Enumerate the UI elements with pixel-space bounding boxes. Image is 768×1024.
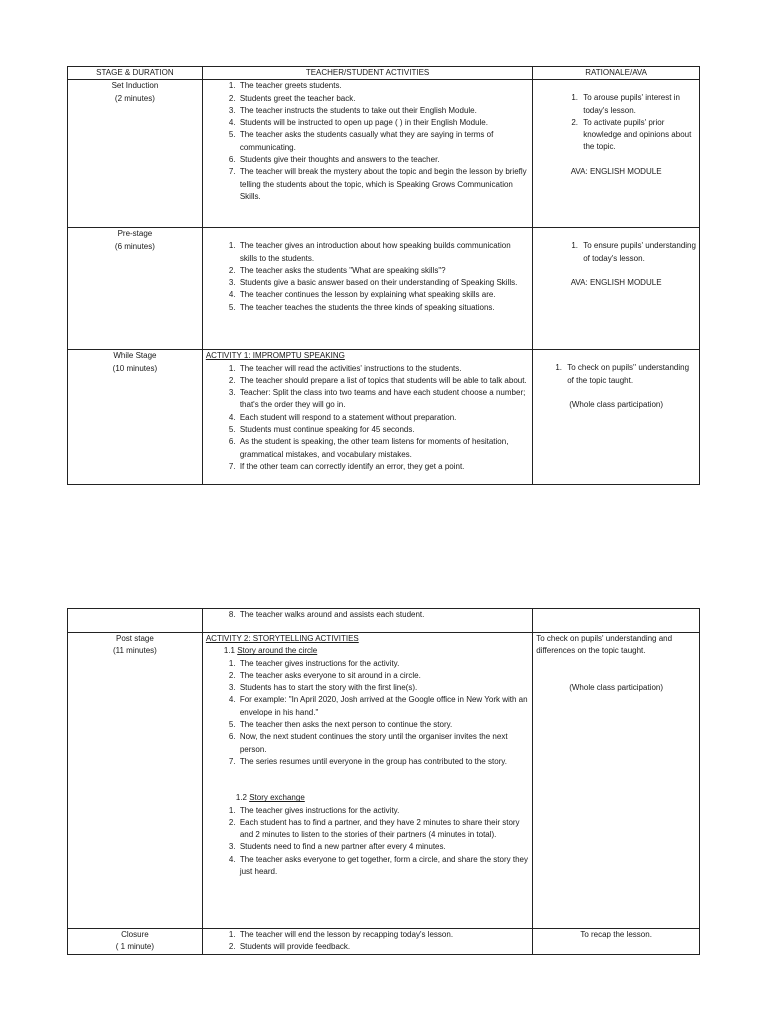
row-while-stage-continued xyxy=(68,609,700,633)
activities-cell xyxy=(202,929,532,955)
list-item: 4. The teacher asks everyone to get together, form a circle, and share the story they just heard. xyxy=(238,854,529,879)
list-item: 1. The teacher will read the activities' instructions to the students. xyxy=(238,363,529,375)
participation-label: (Whole class participation) xyxy=(569,399,664,409)
list-item: 6. As the student is speaking, the other team listens for moments of hesitation, grammatical mistakes, and vocabulary mistakes. xyxy=(238,436,529,461)
list-item: 6. Now, the next student continues the story until the organiser invites the next person. xyxy=(238,731,529,756)
header-activities: TEACHER/STUDENT ACTIVITIES xyxy=(202,67,532,80)
list-item: 5. The teacher then asks the next person to continue the story. xyxy=(238,719,529,731)
rationale-cell xyxy=(533,633,700,929)
list-item: 2. Students greet the teacher back. xyxy=(238,93,529,105)
rationale-cell xyxy=(533,609,700,633)
list-item: 7. The series resumes until everyone in the group has contributed to the story. xyxy=(238,756,529,768)
list-item: 3. Students has to start the story with the first line(s). xyxy=(238,682,529,694)
activities-cell xyxy=(202,228,532,350)
subheading-number: 1.1 xyxy=(223,646,235,656)
list-item: 6. Students give their thoughts and answers to the teacher. xyxy=(238,154,529,166)
activities-list xyxy=(206,609,529,621)
activities-list xyxy=(206,363,529,474)
table-header-row xyxy=(68,67,700,80)
list-item: 5. The teacher teaches the students the three kinds of speaking situations. xyxy=(238,302,529,314)
list-item: 2. Students will provide feedback. xyxy=(238,941,529,953)
stage-name: Closure xyxy=(121,930,149,939)
list-item: 1. The teacher gives instructions for the activity. xyxy=(238,805,529,817)
list-item: 5. The teacher asks the students casually what they are saying in terms of communicating. xyxy=(238,129,529,154)
list-item: 7. The teacher will break the mystery about the topic and begin the lesson by briefly telling the students about the topic, which is Speaking Grows Communication Skills. xyxy=(238,166,529,203)
list-item: 3. Students need to find a new partner after every 4 minutes. xyxy=(238,841,529,853)
row-while-stage xyxy=(68,350,700,485)
list-item: 2. The teacher should prepare a list of topics that students will be able to talk about. xyxy=(238,375,529,387)
subheading-story-around-circle xyxy=(206,645,529,657)
rationale-cell xyxy=(533,80,700,228)
row-post-stage xyxy=(68,633,700,929)
list-item: 2. The teacher asks the students "What are speaking skills"? xyxy=(238,265,529,277)
stage-name: While Stage xyxy=(113,351,157,361)
activities-cell xyxy=(202,609,532,633)
row-closure xyxy=(68,929,700,955)
activity-title: ACTIVITY 2: STORYTELLING ACTIVITIES xyxy=(205,634,359,643)
stage-cell xyxy=(68,80,203,228)
row-set-induction xyxy=(68,80,700,228)
lesson-plan-table-page-2 xyxy=(67,608,700,955)
rationale-cell xyxy=(533,929,700,955)
activities-list xyxy=(206,929,529,954)
story-exchange-list xyxy=(206,805,529,879)
list-item: 5. Students must continue speaking for 45 seconds. xyxy=(238,424,529,436)
participation-label: (Whole class participation) xyxy=(569,682,664,692)
activities-list xyxy=(206,240,529,314)
list-item: 3. The teacher instructs the students to take out their English Module. xyxy=(238,105,529,117)
stage-name: Post stage xyxy=(116,634,154,643)
ava-label: AVA: ENGLISH MODULE xyxy=(570,277,662,287)
stage-cell xyxy=(68,929,203,955)
stage-duration: (2 minutes) xyxy=(114,93,155,103)
story-around-circle-list xyxy=(206,658,529,769)
rationale-text: To check on pupils' understanding and differences on the topic taught. xyxy=(536,634,673,656)
list-item: 2. To activate pupils' prior knowledge and opinions about the topic. xyxy=(580,117,696,154)
subheading-title: Story around the circle xyxy=(237,646,318,656)
activities-cell xyxy=(202,80,532,228)
rationale-list xyxy=(536,240,696,265)
subheading-story-exchange xyxy=(206,792,529,804)
rationale-cell xyxy=(533,350,700,485)
list-item: 8. The teacher walks around and assists each student. xyxy=(238,609,529,621)
rationale-text: To recap the lesson. xyxy=(580,930,652,939)
list-item: 2. The teacher asks everyone to sit around in a circle. xyxy=(238,670,529,682)
list-item: 4. Each student will respond to a statement without preparation. xyxy=(238,412,529,424)
header-stage: STAGE & DURATION xyxy=(68,67,203,80)
rationale-list xyxy=(536,92,696,153)
list-item: 2. Each student has to find a partner, and they have 2 minutes to share their story and 2 minutes to listen to the stories of their partners (4 minutes in total). xyxy=(238,817,529,842)
list-item: 3. Teacher: Split the class into two teams and have each student choose a number; that's the order they will go in. xyxy=(238,387,529,412)
rationale-list xyxy=(536,362,696,387)
stage-cell xyxy=(68,350,203,485)
stage-cell xyxy=(68,633,203,929)
list-item: 1. To ensure pupils' understanding of today's lesson. xyxy=(580,240,696,265)
list-item: 1. The teacher greets students. xyxy=(238,80,529,92)
row-pre-stage xyxy=(68,228,700,350)
stage-duration: (10 minutes) xyxy=(112,363,158,373)
stage-duration: ( 1 minute) xyxy=(115,942,155,952)
list-item: 1. To arouse pupils' interest in today's lesson. xyxy=(580,92,696,117)
stage-cell xyxy=(68,609,203,633)
stage-cell xyxy=(68,228,203,350)
list-item: 4. For example: "In April 2020, Josh arrived at the Google office in New York with an envelope in his hand." xyxy=(238,694,529,719)
rationale-cell xyxy=(533,228,700,350)
header-rationale: RATIONALE/AVA xyxy=(533,67,700,80)
stage-duration: (6 minutes) xyxy=(114,241,155,251)
stage-name: Set Induction xyxy=(111,81,159,91)
list-item: 1. The teacher will end the lesson by recapping today's lesson. xyxy=(238,929,529,941)
activities-cell xyxy=(202,350,532,485)
stage-name: Pre-stage xyxy=(117,229,153,239)
list-item: 4. The teacher continues the lesson by explaining what speaking skills are. xyxy=(238,289,529,301)
subheading-number: 1.2 xyxy=(235,793,247,803)
activities-cell xyxy=(202,633,532,929)
list-item: 4. Students will be instructed to open up page ( ) in their English Module. xyxy=(238,117,529,129)
list-item: 1. The teacher gives instructions for the activity. xyxy=(238,658,529,670)
activity-title: ACTIVITY 1: IMPROMPTU SPEAKING xyxy=(205,351,345,361)
subheading-title: Story exchange xyxy=(249,793,305,803)
list-item: 3. Students give a basic answer based on their understanding of Speaking Skills. xyxy=(238,277,529,289)
lesson-plan-table-page-1 xyxy=(67,66,700,485)
list-item: 1. To check on pupils'' understanding of the topic taught. xyxy=(564,362,696,387)
list-item: 7. If the other team can correctly identify an error, they get a point. xyxy=(238,461,529,473)
activities-list xyxy=(206,80,529,203)
stage-duration: (11 minutes) xyxy=(112,646,157,656)
list-item: 1. The teacher gives an introduction about how speaking builds communication skills to the students. xyxy=(238,240,529,265)
ava-label: AVA: ENGLISH MODULE xyxy=(570,166,662,176)
